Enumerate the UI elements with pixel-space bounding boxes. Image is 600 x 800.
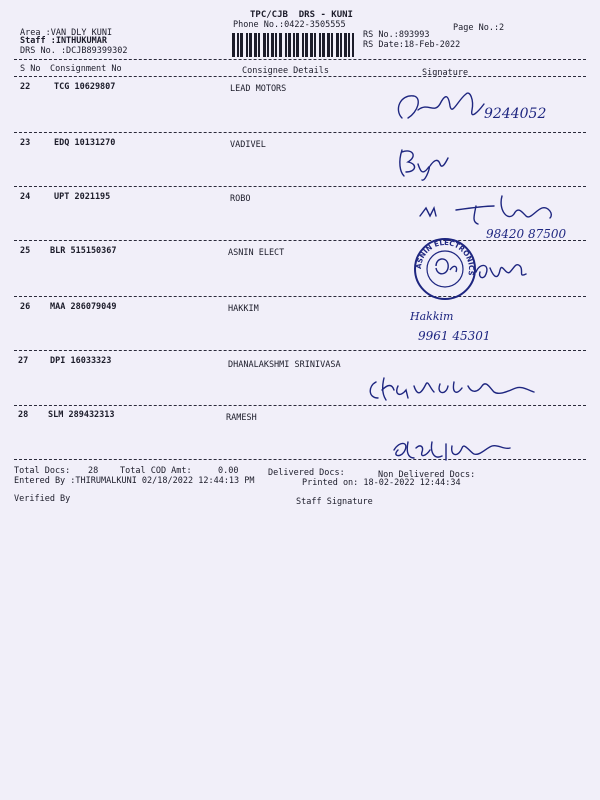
row-consignment: MAA 286079049 (50, 302, 117, 312)
divider (14, 350, 586, 351)
col-consignment: Consignment No (50, 64, 122, 74)
row-consignee: ROBO (230, 194, 251, 204)
row-s-no: 25 (20, 246, 31, 256)
company-stamp (412, 236, 478, 302)
svg-text:Hakkim: Hakkim (410, 310, 454, 323)
row-consignment: BLR 515150367 (50, 246, 117, 256)
col-consignee: Consignee Details (242, 66, 329, 76)
cod-label: Total COD Amt: (120, 466, 192, 476)
svg-text:ASNIN ELECTRONICS: ASNIN ELECTRONICS (414, 238, 476, 277)
barcode (232, 33, 354, 57)
col-signature: Signature (422, 68, 469, 78)
row-consignment: DPI 16033323 (50, 356, 112, 366)
svg-text:9244052: 9244052 (484, 106, 547, 122)
signature-row-27 (364, 372, 564, 406)
divider (14, 296, 586, 297)
cod-value: 0.00 (218, 466, 239, 476)
svg-text:9961 45301: 9961 45301 (418, 329, 491, 343)
row-s-no: 27 (18, 356, 29, 366)
verified-by-label: Verified By (14, 494, 71, 504)
rs-date: RS Date:18-Feb-2022 (363, 40, 461, 50)
signature-row-25 (470, 252, 530, 286)
printed-on: Printed on: 18-02-2022 12:44:34 (302, 478, 461, 488)
delivered-docs-label: Delivered Docs: (268, 468, 345, 478)
row-consignee: VADIVEL (230, 140, 266, 150)
divider (14, 76, 586, 77)
signature-row-23 (392, 142, 452, 184)
row-s-no: 24 (20, 192, 31, 202)
row-consignment: EDQ 10131270 (54, 138, 116, 148)
drs-number: DRS No. :DCJB89399302 (20, 46, 128, 56)
signature-row-22 (388, 80, 588, 130)
row-s-no: 28 (18, 410, 29, 420)
col-s-no: S No (20, 64, 41, 74)
area-label: Area :VAN DLY KUNI (20, 28, 113, 38)
signature-row-28 (386, 434, 526, 464)
total-docs-label: Total Docs: (14, 466, 71, 476)
page-number: Page No.:2 (453, 23, 505, 33)
row-consignee: LEAD MOTORS (230, 84, 287, 94)
rs-number: RS No.:893993 (363, 30, 430, 40)
phone-number: Phone No.:0422-3505555 (233, 20, 346, 30)
divider (14, 59, 586, 60)
entered-by: Entered By :THIRUMALKUNI 02/18/2022 12:44:13 PM (14, 476, 255, 486)
row-consignment: TCG 10629807 (54, 82, 116, 92)
staff-label: Staff :INTHUKUMAR (20, 36, 107, 46)
signature-row-26 (410, 308, 520, 350)
total-docs-value: 28 (88, 466, 99, 476)
non-delivered-docs-label: Non Delivered Docs: (378, 470, 476, 480)
svg-text:98420 87500: 98420 87500 (486, 227, 567, 241)
divider (14, 132, 586, 133)
row-consignee: DHANALAKSHMI SRINIVASA (228, 360, 341, 370)
row-consignment: SLM 289432313 (48, 410, 115, 420)
row-s-no: 22 (20, 82, 31, 92)
document-title: TPC/CJB DRS - KUNI (250, 10, 353, 20)
row-consignee: ASNIN ELECT (228, 248, 285, 258)
row-s-no: 26 (20, 302, 31, 312)
row-s-no: 23 (20, 138, 31, 148)
staff-signature-label: Staff Signature (296, 497, 373, 507)
row-consignee: HAKKIM (228, 304, 259, 314)
row-consignment: UPT 2021195 (54, 192, 111, 202)
row-consignee: RAMESH (226, 413, 257, 423)
